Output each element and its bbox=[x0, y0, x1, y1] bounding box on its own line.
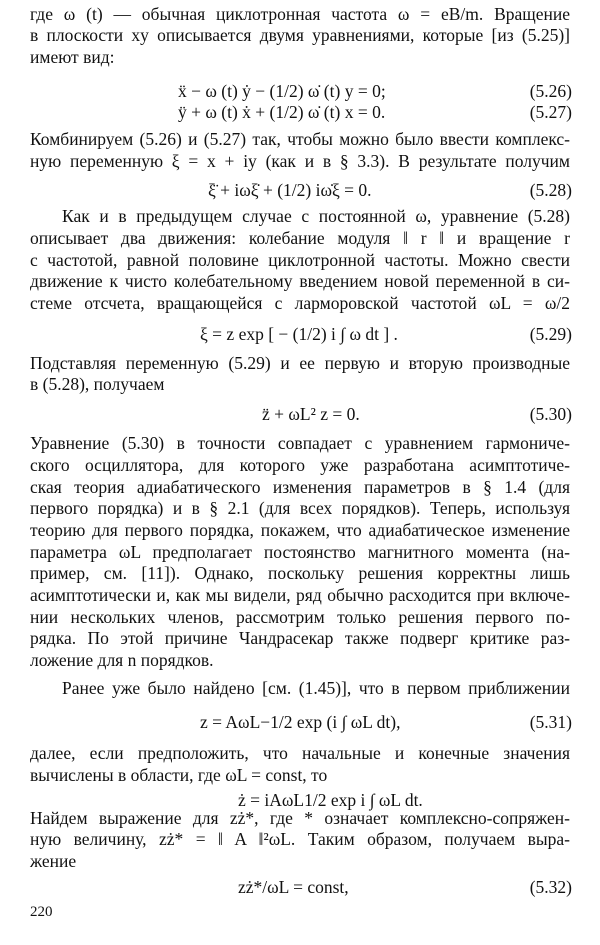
text-line: Как и в предыдущем случае с постоянной ω, уравнение (5.28) bbox=[62, 206, 570, 227]
equation: z = AωL−1/2 exp (i ∫ ωL dt), bbox=[200, 712, 401, 733]
equation: ξ̈ + iωξ̇ + (1/2) iω̇ξ = 0. bbox=[208, 179, 372, 200]
text-line: параметра ωL предполагает постоянство магнитного момента (на- bbox=[30, 541, 570, 562]
text-line: теорию для первого порядка, покажем, что адиабатическое изменение bbox=[30, 519, 570, 540]
text-line: описывает два движения: колебание модуля ‖ r ‖ и вращение r bbox=[30, 227, 570, 248]
equation: ξ = z exp [ − (1/2) i ∫ ω dt ] . bbox=[200, 324, 398, 345]
text-line: в (5.28), получаем bbox=[30, 374, 165, 395]
text-line: имеют вид: bbox=[30, 46, 115, 67]
equation-number: (5.32) bbox=[529, 877, 572, 897]
text-line: пример, см. [11]). Однако, поскольку решения корректны лишь bbox=[30, 563, 570, 584]
text-line: ложение для n порядков. bbox=[30, 649, 214, 670]
text-line: рядка. По этой причине Чандрасекар также подверг критике раз- bbox=[30, 628, 570, 649]
text-line: стеме отсчета, вращающейся с ларморовской частотой ωL = ω/2 bbox=[30, 292, 570, 313]
equation: z̈ + ωL² z = 0. bbox=[262, 403, 360, 424]
text-line: жение bbox=[30, 850, 77, 871]
equation-number: (5.31) bbox=[529, 712, 572, 733]
equation-number: (5.29) bbox=[529, 324, 572, 345]
text-line: Подставляя переменную (5.29) и ее первую и вторую производные bbox=[30, 352, 570, 373]
text-line: в плоскости xy описывается двумя уравнениями, которые [из (5.25)] bbox=[30, 25, 570, 46]
text-line: с частотой, равной половине циклотронной частоты. Можно свести bbox=[30, 249, 570, 270]
equation-number: (5.30) bbox=[529, 403, 572, 424]
text-line: первого порядка) и в § 2.1 (для всех порядков). Теперь, используя bbox=[30, 498, 570, 519]
equation: ÿ + ω (t) ẋ + (1/2) ω̇ (t) x = 0. bbox=[178, 102, 386, 123]
text-line: где ω (t) — обычная циклотронная частота ω = eB/m. Вращение bbox=[30, 3, 570, 24]
equation: ż = iAωL1/2 exp i ∫ ωL dt. bbox=[238, 789, 423, 810]
text-line: асимптотически и, как мы видели, ряд обычно расходится при включе- bbox=[30, 584, 570, 605]
text-line: Найдем выражение для zż*, где * означает комплексно-сопряжен- bbox=[30, 807, 570, 828]
text-line: ную переменную ξ = x + iy (как и в § 3.3). В результате получим bbox=[30, 150, 570, 171]
equation: zż*/ωL = const, bbox=[238, 877, 349, 897]
text-line: вычислены в области, где ωL = const, то bbox=[30, 765, 328, 786]
text-line: Ранее уже было найдено [см. (1.45)], что в первом приближении bbox=[62, 678, 570, 699]
text-line: движение к чисто колебательному введением новой переменной в си- bbox=[30, 271, 570, 292]
page-number: 220 bbox=[30, 904, 53, 920]
text-line: далее, если предположить, что начальные и конечные значения bbox=[30, 743, 570, 764]
equation: ẍ − ω (t) ẏ − (1/2) ω̇ (t) y = 0; bbox=[178, 80, 386, 101]
text-line: ского осциллятора, для которого уже разработана асимптотиче- bbox=[30, 454, 570, 475]
text-line: ную величину, zż* = ‖ A ‖²ωL. Таким образом, получаем выра- bbox=[30, 829, 570, 850]
text-line: ская теория адиабатического изменения параметров в § 1.4 (для bbox=[30, 476, 570, 497]
equation-number: (5.27) bbox=[529, 102, 572, 123]
text-line: Уравнение (5.30) в точности совпадает с уравнением гармониче- bbox=[30, 433, 570, 454]
text-line: нии нескольких членов, рассмотрим только решения первого по- bbox=[30, 606, 570, 627]
equation-number: (5.26) bbox=[529, 80, 572, 101]
text-line: Комбинируем (5.26) и (5.27) так, чтобы можно было ввести комплекс- bbox=[30, 129, 570, 150]
equation-number: (5.28) bbox=[529, 179, 572, 200]
